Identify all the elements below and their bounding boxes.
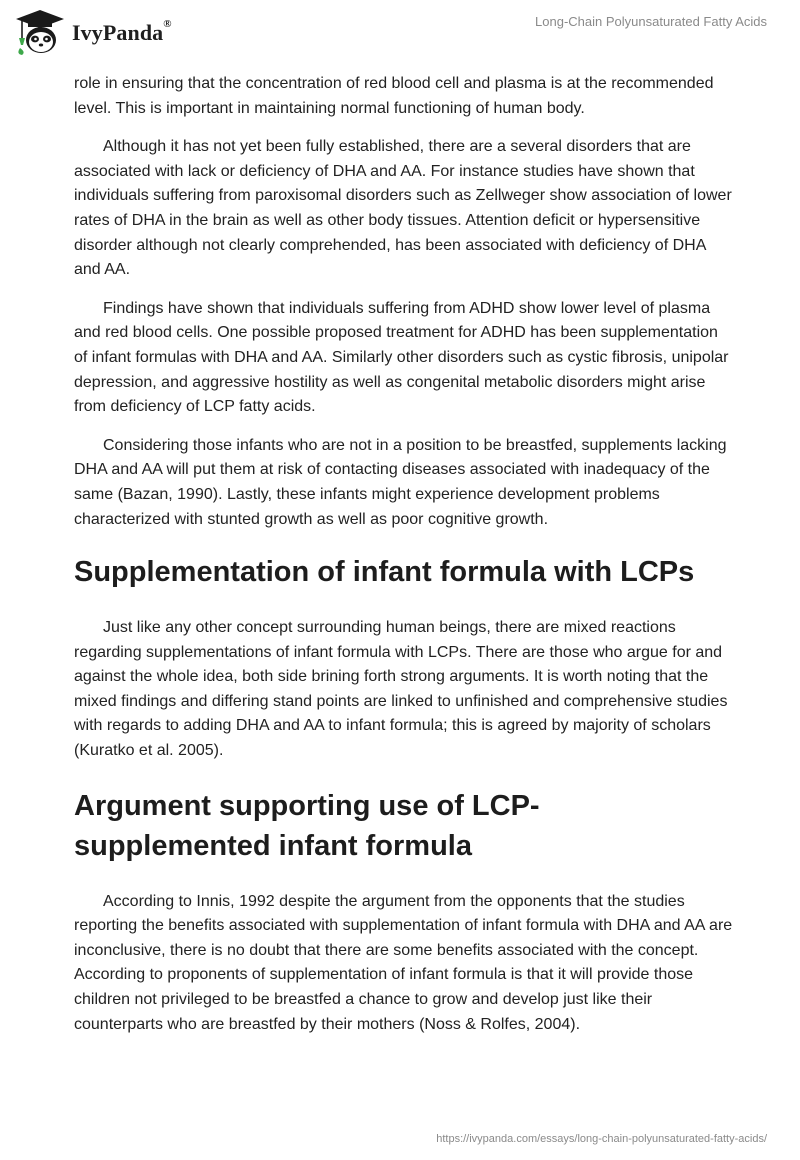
paragraph: Although it has not yet been fully established, there are a several disorders that are associated with lack or deficiency of DHA and AA. For instance studies have shown that individuals suffering from paroxisomal disorders such as Zellweger show association of lower rates of DHA in the brain as well as other body tissues. Attention deficit or hypersensitive disorder although not clearly comprehended, has been associated with deficiency of DHA and AA. [74, 138, 732, 279]
ivypanda-logo[interactable] [14, 8, 172, 56]
logo-text: IvyPanda® [72, 18, 172, 45]
panda-graduate-icon [14, 8, 66, 56]
paragraph: Findings have shown that individuals suffering from ADHD show lower level of plasma and red blood cells. One possible proposed treatment for ADHD has been supplementation of infant formulas with DHA and AA. Similarly other disorders such as cystic fibrosis, unipolar depression, and aggressive hostility as well as congenital metabolic disorders might arise from deficiency of LCP fatty acids. [74, 299, 729, 416]
page-header [0, 0, 800, 64]
paragraph: According to Innis, 1992 despite the argument from the opponents that the studies reporting the benefits associated with supplementation of infant formula with DHA and AA are inconclusive, there is no doubt that there are some benefits associated with the concept. According to proponents of supplementation of infant formula is that it will provide those children not privileged to be breastfed a chance to grow and develop just like their counterparts who are breastfed by their mothers (Noss & Rolfes, 2004). [74, 892, 733, 1033]
paragraph: Considering those infants who are not in a position to be breastfed, supplements lacking DHA and AA will put them at risk of contacting diseases associated with inadequacy of the same (Bazan, 1990). Lastly, these infants might experience development problems characterized with stunted growth as well as poor cognitive growth. [74, 436, 727, 528]
paragraph: Just like any other concept surrounding human beings, there are mixed reactions regarding supplementations of infant formula with LCPs. There are those who argue for and against the whole idea, both side brining forth strong arguments. It is worth noting that the mixed findings and differing stand points are linked to unfinished and comprehensive studies with regards to adding DHA and AA to infant formula; this is agreed by majority of scholars (Kuratko et al. 2005). [74, 619, 728, 760]
section-heading: Argument supporting use of LCP-supplemented infant formula [74, 789, 540, 862]
document-title: Long-Chain Polyunsaturated Fatty Acids [535, 14, 767, 29]
paragraph: role in ensuring that the concentration of red blood cell and plasma is at the recommended level. This is important in maintaining normal functioning of human body. [74, 75, 714, 117]
article-body [74, 72, 734, 1051]
source-url[interactable]: https://ivypanda.com/essays/long-chain-polyunsaturated-fatty-acids/ [436, 1133, 767, 1145]
section-heading: Supplementation of infant formula with LCPs [74, 556, 695, 589]
